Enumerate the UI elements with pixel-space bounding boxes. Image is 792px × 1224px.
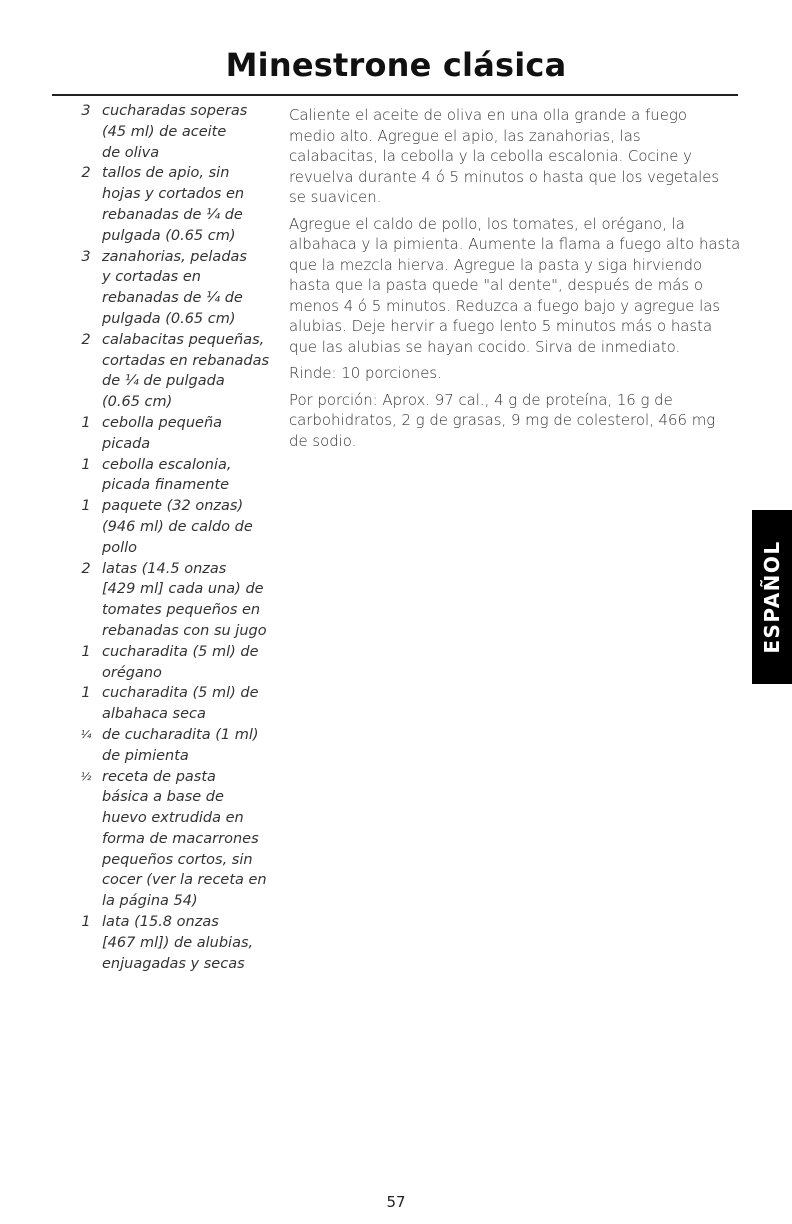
ingredient-description (102, 683, 285, 725)
ingredient-description (102, 247, 285, 330)
ingredient-quantity: 2 (81, 331, 91, 348)
instruction-line: albahaca y la pimienta. Aumente la flama a fuego alto hasta (289, 235, 741, 253)
ingredient-description (102, 725, 285, 767)
instruction-line: menos 4 ó 5 minutos. Reduzca a fuego bajo y agregue las (289, 296, 721, 315)
instruction-paragraph (289, 363, 741, 384)
ingredient-description (102, 496, 285, 558)
ingredient-description (102, 101, 285, 163)
ingredient-item (70, 247, 285, 330)
instruction-line: Caliente el aceite de oliva en una olla grande a fuego (289, 106, 687, 124)
ingredient-line: lata (15.8 onzas (102, 914, 219, 931)
instruction-line: hasta que la pasta quede "al dente", después de más o (289, 276, 703, 294)
ingredient-line: pulgada (0.65 cm) (102, 310, 236, 327)
ingredient-quantity: 2 (81, 165, 91, 182)
instruction-line: Rinde: 10 porciones. (289, 364, 442, 382)
instruction-line: Agregue el caldo de pollo, los tomates, el orégano, la (289, 214, 685, 233)
ingredient-line: receta de pasta (102, 768, 216, 785)
ingredient-quantity: 1 (81, 456, 91, 473)
ingredient-line: la página 54) (102, 893, 198, 910)
instruction-paragraph (289, 214, 741, 358)
ingredient-line: rebanadas de ¼ de (102, 206, 243, 223)
instruction-line: de sodio. (289, 431, 357, 450)
ingredient-line: básica a base de (102, 789, 224, 806)
ingredient-description (102, 767, 285, 913)
ingredient-description (102, 455, 285, 497)
ingredient-quantity: ¼ (80, 727, 92, 741)
instruction-line: revuelva durante 4 ó 5 minutos o hasta que los vegetales (289, 167, 720, 186)
ingredient-line: (946 ml) de caldo de (102, 518, 253, 535)
ingredient-line: albahaca seca (102, 706, 206, 723)
ingredient-item (70, 496, 285, 558)
instruction-line: alubias. Deje hervir a fuego lento 5 minutos más o hasta (289, 317, 713, 335)
ingredient-line: rebanadas de ¼ de (102, 290, 243, 307)
ingredient-item (70, 767, 285, 913)
ingredient-line: de pimienta (102, 747, 189, 764)
ingredient-item (70, 330, 285, 413)
ingredient-line: cucharadas soperas (102, 103, 248, 119)
ingredient-line: hojas y cortados en (102, 186, 245, 203)
title-divider (52, 94, 738, 96)
ingredient-line: cebolla escalonia, (102, 456, 232, 473)
ingredient-line: [429 ml] cada una) de (102, 581, 264, 598)
ingredient-line: pollo (102, 539, 138, 556)
ingredient-line: de oliva (102, 144, 160, 161)
instruction-line: que la mezcla hierva. Agregue la pasta y siga hirviendo (289, 255, 703, 274)
ingredient-line: rebanadas con su jugo (102, 622, 267, 639)
ingredient-line: tallos de apio, sin (102, 165, 230, 182)
ingredient-line: cebolla pequeña (102, 414, 223, 431)
ingredient-line: (0.65 cm) (102, 394, 173, 411)
ingredient-line: picada (102, 435, 151, 452)
ingredient-item (70, 455, 285, 497)
ingredient-line: [467 ml]) de alubias, (102, 934, 254, 951)
ingredient-line: tomates pequeños en (102, 602, 261, 619)
ingredient-quantity: 2 (81, 560, 91, 577)
ingredient-line: (45 ml) de aceite (102, 123, 227, 140)
ingredient-line: cocer (ver la receta en (102, 872, 267, 889)
instruction-line: carbohidratos, 2 g de grasas, 9 mg de colesterol, 466 mg (289, 411, 716, 429)
ingredient-line: cucharadita (5 ml) de (102, 643, 259, 660)
ingredient-line: latas (14.5 onzas (102, 560, 227, 577)
ingredient-quantity: 1 (81, 643, 91, 660)
ingredient-description (102, 642, 285, 684)
ingredient-line: de ¼ de pulgada (102, 373, 225, 390)
ingredient-quantity: 3 (81, 248, 91, 265)
ingredient-item (70, 413, 285, 455)
ingredient-line: orégano (102, 664, 162, 681)
ingredient-quantity: ½ (80, 769, 92, 783)
instruction-line: medio alto. Agregue el apio, las zanahorias, las (289, 126, 641, 145)
language-tab-label: ESPAÑOL (760, 540, 784, 654)
instruction-line: Por porción: Aprox. 97 cal., 4 g de proteína, 16 g de (289, 390, 673, 409)
ingredient-line: cortadas en rebanadas (102, 352, 270, 369)
ingredient-line: enjuagadas y secas (102, 955, 245, 972)
ingredient-quantity: 3 (81, 103, 91, 119)
ingredient-line: pequeños cortos, sin (102, 851, 253, 868)
instruction-paragraph (289, 105, 741, 208)
instruction-line: calabacitas, la cebolla y la cebolla escalonia. Cocine y (289, 147, 692, 165)
ingredient-item (70, 101, 285, 163)
ingredient-line: y cortadas en (102, 269, 201, 286)
ingredient-quantity: 1 (81, 414, 91, 431)
instruction-line: que las alubias se hayan cocido. Sirva de inmediato. (289, 337, 681, 356)
ingredient-item (70, 912, 285, 974)
instruction-paragraph (289, 390, 741, 452)
ingredient-quantity: 1 (81, 685, 91, 702)
ingredient-item (70, 683, 285, 725)
ingredient-line: pulgada (0.65 cm) (102, 227, 236, 244)
ingredient-description (102, 413, 285, 455)
ingredient-line: forma de macarrones (102, 830, 259, 847)
ingredient-line: picada finamente (102, 477, 230, 494)
instruction-line: se suavicen. (289, 188, 382, 206)
ingredient-description (102, 559, 285, 642)
ingredient-item (70, 163, 285, 246)
ingredient-item (70, 642, 285, 684)
ingredient-line: de cucharadita (1 ml) (102, 726, 259, 743)
ingredient-quantity: 1 (81, 498, 91, 515)
ingredient-description (102, 163, 285, 246)
page-number: 57 (386, 1193, 406, 1211)
ingredient-quantity: 1 (81, 914, 91, 931)
page-title: Minestrone clásica (225, 46, 567, 84)
ingredient-line: cucharadita (5 ml) de (102, 685, 259, 702)
ingredient-description (102, 330, 285, 413)
ingredient-description (102, 912, 285, 974)
language-tab (752, 510, 792, 684)
instructions-text (289, 105, 741, 457)
ingredient-line: zanahorias, peladas (102, 248, 247, 265)
ingredient-item (70, 559, 285, 642)
ingredient-line: huevo extrudida en (102, 810, 244, 827)
ingredient-line: calabacitas pequeñas, (102, 331, 265, 348)
ingredient-list (70, 101, 285, 974)
ingredient-line: paquete (32 onzas) (102, 498, 244, 515)
ingredient-item (70, 725, 285, 767)
